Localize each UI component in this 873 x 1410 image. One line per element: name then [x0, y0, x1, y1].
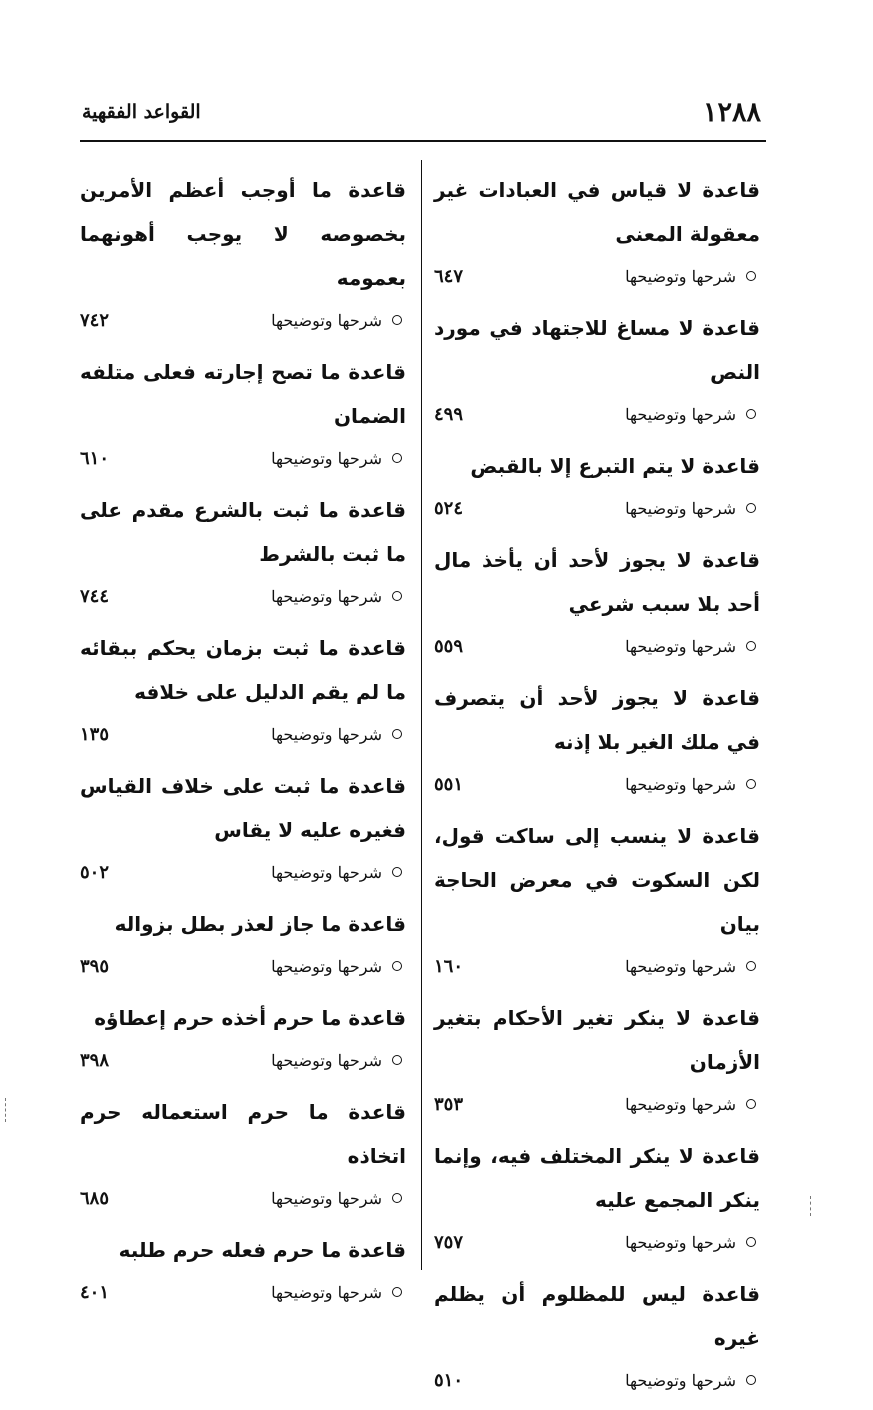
ref-page-number: ٥١٠ [434, 1369, 464, 1391]
ref-label: شرحها وتوضيحها [271, 956, 382, 976]
ref-page-number: ٦٨٥ [80, 1187, 110, 1209]
rule-title: قاعدة ما حرم أخذه حرم إعطاؤه [94, 1006, 406, 1030]
running-head [82, 90, 761, 134]
explanation-ref [434, 488, 760, 528]
index-entry [80, 168, 406, 340]
index-entry [434, 1272, 760, 1400]
rule-title: قاعدة ما ثبت على خلاف القياس فغيره عليه لا يقاس [80, 774, 406, 842]
index-entry [80, 902, 406, 986]
explanation-ref [80, 576, 406, 616]
ref-page-number: ٥٢٤ [434, 497, 464, 519]
circle-bullet-icon [746, 409, 756, 419]
book-title: القواعد الفقهية [82, 101, 201, 123]
circle-bullet-icon [746, 271, 756, 281]
circle-bullet-icon [746, 1237, 756, 1247]
margin-mark [5, 1098, 6, 1122]
ref-label: شرحها وتوضيحها [271, 862, 382, 882]
ref-label: شرحها وتوضيحها [271, 310, 382, 330]
index-entry [434, 168, 760, 296]
circle-bullet-icon [392, 1055, 402, 1065]
ref-label: شرحها وتوضيحها [271, 1188, 382, 1208]
circle-bullet-icon [392, 591, 402, 601]
index-entry [80, 488, 406, 616]
left-column [80, 168, 406, 1322]
index-entry [80, 1228, 406, 1312]
right-column [434, 168, 760, 1410]
page-number: ١٢٨٨ [702, 96, 761, 128]
ref-page-number: ٤٩٩ [434, 403, 464, 425]
margin-mark [810, 1196, 811, 1216]
circle-bullet-icon [392, 729, 402, 739]
ref-page-number: ١٦٠ [434, 955, 464, 977]
ref-label: شرحها وتوضيحها [625, 956, 736, 976]
ref-label: شرحها وتوضيحها [271, 724, 382, 744]
index-entry [434, 306, 760, 434]
rule-title: قاعدة لا ينكر تغير الأحكام بتغير الأزمان [434, 1006, 760, 1074]
ref-label: شرحها وتوضيحها [625, 1232, 736, 1252]
circle-bullet-icon [746, 503, 756, 513]
ref-page-number: ٣٩٥ [80, 955, 110, 977]
ref-page-number: ٦١٠ [80, 447, 110, 469]
explanation-ref [434, 764, 760, 804]
ref-label: شرحها وتوضيحها [271, 1282, 382, 1302]
header-rule [80, 140, 766, 142]
index-entry [434, 996, 760, 1124]
ref-page-number: ٥٠٢ [80, 861, 110, 883]
ref-page-number: ٤٠١ [80, 1281, 110, 1303]
explanation-ref [80, 438, 406, 478]
circle-bullet-icon [392, 867, 402, 877]
explanation-ref [80, 946, 406, 986]
ref-label: شرحها وتوضيحها [271, 1050, 382, 1070]
ref-label: شرحها وتوضيحها [625, 266, 736, 286]
index-entry [80, 1090, 406, 1218]
ref-page-number: ٣٥٣ [434, 1093, 464, 1115]
index-entry [80, 350, 406, 478]
rule-title: قاعدة ما ثبت بزمان يحكم ببقائه ما لم يقم الدليل على خلافه [80, 636, 406, 704]
rule-title: قاعدة لا يتم التبرع إلا بالقبض [470, 454, 760, 478]
rule-title: قاعدة لا مساغ للاجتهاد في مورد النص [434, 316, 760, 384]
circle-bullet-icon [392, 1287, 402, 1297]
rule-title: قاعدة ما حرم فعله حرم طلبه [118, 1238, 406, 1262]
rule-title: قاعدة ما حرم استعماله حرم اتخاذه [80, 1100, 406, 1168]
circle-bullet-icon [746, 1099, 756, 1109]
index-entry [434, 444, 760, 528]
ref-label: شرحها وتوضيحها [625, 774, 736, 794]
explanation-ref [80, 1272, 406, 1312]
ref-label: شرحها وتوضيحها [625, 1370, 736, 1390]
circle-bullet-icon [392, 315, 402, 325]
rule-title: قاعدة لا قياس في العبادات غير معقولة المعنى [434, 178, 760, 246]
rule-title: قاعدة ما ثبت بالشرع مقدم على ما ثبت بالشرط [80, 498, 406, 566]
rule-title: قاعدة لا يجوز لأحد أن يتصرف في ملك الغير بلا إذنه [434, 686, 760, 754]
ref-label: شرحها وتوضيحها [625, 404, 736, 424]
circle-bullet-icon [746, 961, 756, 971]
ref-label: شرحها وتوضيحها [271, 586, 382, 606]
circle-bullet-icon [746, 641, 756, 651]
explanation-ref [434, 1360, 760, 1400]
circle-bullet-icon [746, 1375, 756, 1385]
index-entry [434, 1134, 760, 1262]
explanation-ref [80, 1178, 406, 1218]
explanation-ref [434, 946, 760, 986]
explanation-ref [80, 300, 406, 340]
index-entry [80, 764, 406, 892]
ref-page-number: ٥٥١ [434, 773, 464, 795]
explanation-ref [80, 852, 406, 892]
ref-page-number: ٣٩٨ [80, 1049, 110, 1071]
ref-label: شرحها وتوضيحها [271, 448, 382, 468]
index-entry [434, 814, 760, 986]
explanation-ref [434, 626, 760, 666]
ref-label: شرحها وتوضيحها [625, 636, 736, 656]
rule-title: قاعدة لا ينكر المختلف فيه، وإنما ينكر المجمع عليه [434, 1144, 760, 1212]
rule-title: قاعدة لا يجوز لأحد أن يأخذ مال أحد بلا سبب شرعي [434, 548, 760, 616]
column-divider [421, 160, 422, 1270]
index-entry [80, 626, 406, 754]
index-entry [80, 996, 406, 1080]
explanation-ref [434, 1084, 760, 1124]
circle-bullet-icon [746, 779, 756, 789]
ref-page-number: ٧٤٢ [80, 309, 110, 331]
explanation-ref [80, 1040, 406, 1080]
rule-title: قاعدة ما أوجب أعظم الأمرين بخصوصه لا يوجب أهونهما بعمومه [80, 178, 406, 290]
ref-label: شرحها وتوضيحها [625, 1094, 736, 1114]
circle-bullet-icon [392, 453, 402, 463]
ref-page-number: ٧٥٧ [434, 1231, 464, 1253]
explanation-ref [434, 256, 760, 296]
ref-page-number: ٦٤٧ [434, 265, 464, 287]
explanation-ref [434, 1222, 760, 1262]
rule-title: قاعدة ما جاز لعذر بطل بزواله [114, 912, 406, 936]
rule-title: قاعدة ليس للمظلوم أن يظلم غيره [434, 1282, 760, 1350]
index-entry [434, 538, 760, 666]
circle-bullet-icon [392, 1193, 402, 1203]
explanation-ref [80, 714, 406, 754]
ref-label: شرحها وتوضيحها [625, 498, 736, 518]
rule-title: قاعدة لا ينسب إلى ساكت قول، لكن السكوت في معرض الحاجة بيان [434, 824, 760, 936]
index-entry [434, 676, 760, 804]
ref-page-number: ٧٤٤ [80, 585, 110, 607]
explanation-ref [434, 394, 760, 434]
ref-page-number: ٥٥٩ [434, 635, 464, 657]
ref-page-number: ١٣٥ [80, 723, 110, 745]
rule-title: قاعدة ما تصح إجارته فعلى متلفه الضمان [80, 360, 406, 428]
circle-bullet-icon [392, 961, 402, 971]
